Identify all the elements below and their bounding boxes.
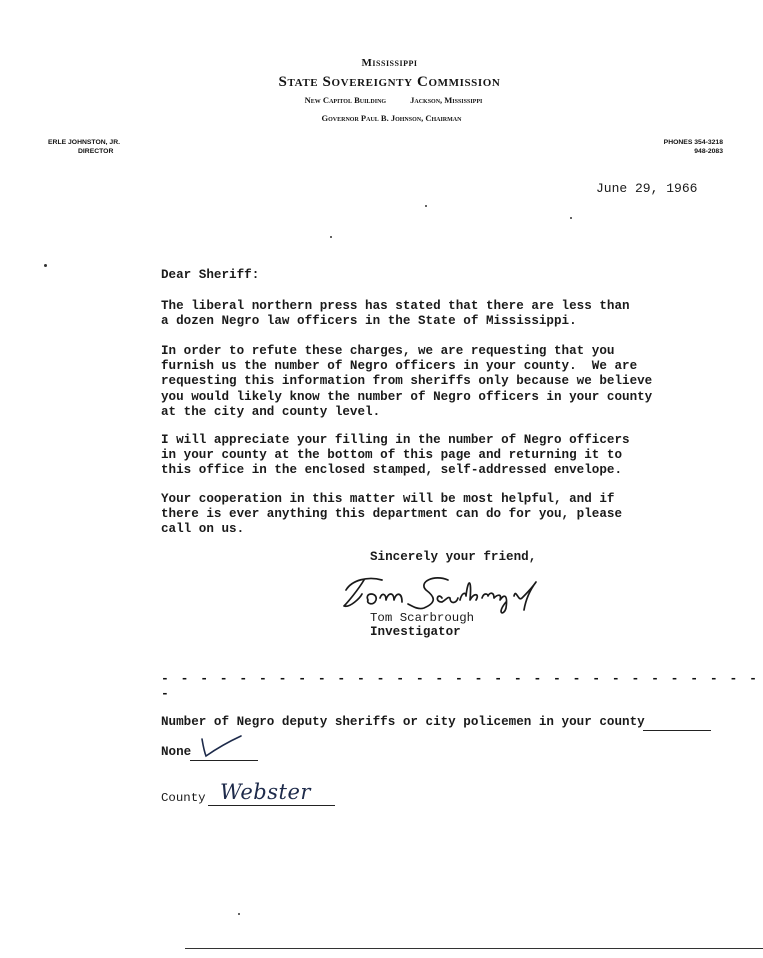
director-title: DIRECTOR xyxy=(78,148,114,155)
letter-date: June 29, 1966 xyxy=(596,181,698,196)
scan-speck xyxy=(570,217,572,219)
closing: Sincerely your friend, xyxy=(370,550,537,564)
checkmark-icon xyxy=(198,733,244,761)
separator-dashes: - - - - - - - - - - - - - - - - - - - - - - - - - - - - - - - - xyxy=(161,671,759,701)
county-blank[interactable] xyxy=(208,805,335,806)
scan-speck xyxy=(330,236,332,238)
letterhead-building: New Capitol Building xyxy=(304,95,387,105)
signer-title: Investigator xyxy=(370,625,461,639)
bottom-rule xyxy=(185,948,763,949)
letterhead-city: Jackson, Mississippi xyxy=(410,95,483,105)
letterhead-governor: Governor Paul B. Johnson, Chairman xyxy=(321,113,462,123)
letterhead-commission: State Sovereignty Commission xyxy=(278,74,501,90)
county-label: County xyxy=(161,791,206,805)
letterhead-state: Mississippi xyxy=(361,57,418,69)
phones-line-1: PHONES 354-3218 xyxy=(663,139,723,146)
director-name: ERLE JOHNSTON, JR. xyxy=(48,139,121,146)
phones-block xyxy=(664,138,723,156)
salutation: Dear Sheriff: xyxy=(161,268,260,282)
paragraph-4: Your cooperation in this matter will be most helpful, and if there is ever anything this department can do for you, please call on us. xyxy=(161,492,623,537)
none-label: None xyxy=(161,745,192,759)
scan-speck xyxy=(44,264,47,267)
scan-speck xyxy=(238,913,240,915)
phones-line-2: 948-2083 xyxy=(694,148,723,155)
paragraph-1: The liberal northern press has stated that there are less than a dozen Negro law officers in the State of Mississippi. xyxy=(161,299,630,329)
officer-count-question: Number of Negro deputy sheriffs or city policemen in your county xyxy=(161,715,645,729)
county-handwritten-value: Webster xyxy=(220,780,311,804)
director-block xyxy=(48,138,120,156)
paragraph-3: I will appreciate your filling in the number of Negro officers in your county at the bottom of this page and returning it to this office in the enclosed stamped, self-addressed envelope. xyxy=(161,433,630,478)
signature-image xyxy=(338,568,548,616)
signer-name: Tom Scarbrough xyxy=(370,611,475,625)
scan-speck xyxy=(425,205,427,207)
letterhead-address xyxy=(12,95,763,105)
officer-count-blank[interactable] xyxy=(643,730,711,731)
paragraph-2: In order to refute these charges, we are requesting that you furnish us the number of Negro officers in your county. We are requesting this information from sheriffs only because we believe you would likely know the number of Negro officers in your county at the city and county level. xyxy=(161,344,653,419)
